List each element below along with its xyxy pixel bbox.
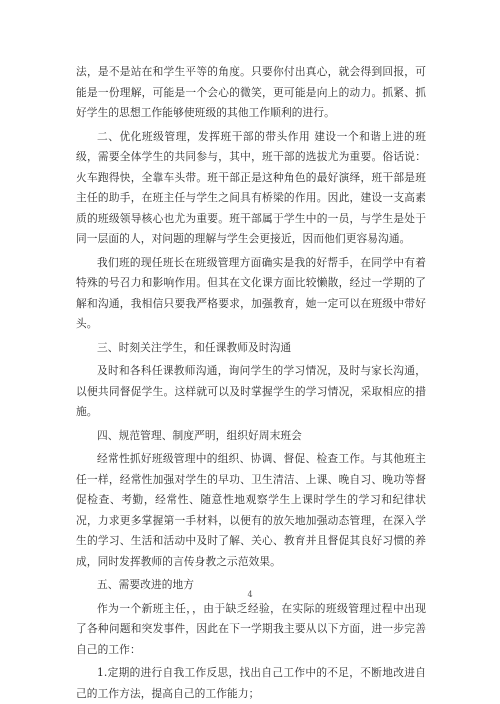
paragraph-section-2: 二、优化班级管理，发挥班干部的带头作用 建设一个和谐上进的班级，需要全体学生的共同参与，其中，班干部的选拔尤为重要。俗话说：火车跑得快，全靠车头带。班干部正是这种角色的最好演绎，班干部是班主任的助手，在班主任与学生之间具有桥梁的作用。因此，建设一支高素质的班级领导核心也尤为重要。班干部属于学生中的一员，与学生是处于同一层面的人，对问题的理解与学生会更接近，因而他们更容易沟通。 (76, 129, 426, 245)
heading-section-5: 五、需要改进的地方 (97, 578, 195, 591)
heading-section-4: 四、规范管理、制度严明，组织好周末班会 (97, 428, 302, 442)
paragraph-continued: 法，是不是站在和学生平等的角度。只要你付出真心，就会得到回报，可能是一份理解，可能是一个会心的微笑，更可能是向上的动力。抓紧、抓好学生的思想工作能够使班级的其他工作顺利的进行。 (76, 65, 426, 119)
heading-section-3: 三、时刻关注学生，和任课教师及时沟通 (97, 340, 292, 354)
list-item-1: 1.定期的进行自我工作反思，找出自己工作中的不足，不断地改进自己的工作方法，提高自己的工作能力； (76, 666, 426, 700)
document-body (76, 62, 426, 704)
paragraph-management: 经常性抓好班级管理中的组织、协调、督促、检查工作。与其他班主任一样，经常性加强对学生的早功、卫生清洁、上课、晚自习、晚功等督促检查、考勤，经常性、随意性地观察学生上课时学生的学习和纪律状况，力求更多掌握第一手材料，以便有的放矢地加强动态管理，在深入学生的学习、生活和活动中及时了解、关心、教育并且督促其良好习惯的养成，同时发挥教师的言传身教之示范效果。 (76, 452, 426, 568)
paragraph-improvement-intro: 作为一个新班主任，，由于缺乏经验，在实际的班级管理过程中出现了各种问题和突发事件，因此在下一学期我主要从以下方面，进一步完善自己的工作： (76, 601, 426, 656)
page-number: 4 (247, 590, 253, 599)
paragraph-class-monitor: 我们班的现任班长在班级管理方面确实是我的好帮手，在同学中有着特殊的号召力和影响作用。但其在文化课方面比较懒散，经过一学期的了解和沟通，我相信只要我严格要求，加强教育，她一定可以在班级中带好头。 (76, 255, 426, 330)
paragraph-communication: 及时和各科任课教师沟通，询问学生的学习情况，及时与家长沟通，以便共同督促学生。这样就可以及时掌握学生的学习情况，采取相应的措施。 (76, 364, 426, 418)
